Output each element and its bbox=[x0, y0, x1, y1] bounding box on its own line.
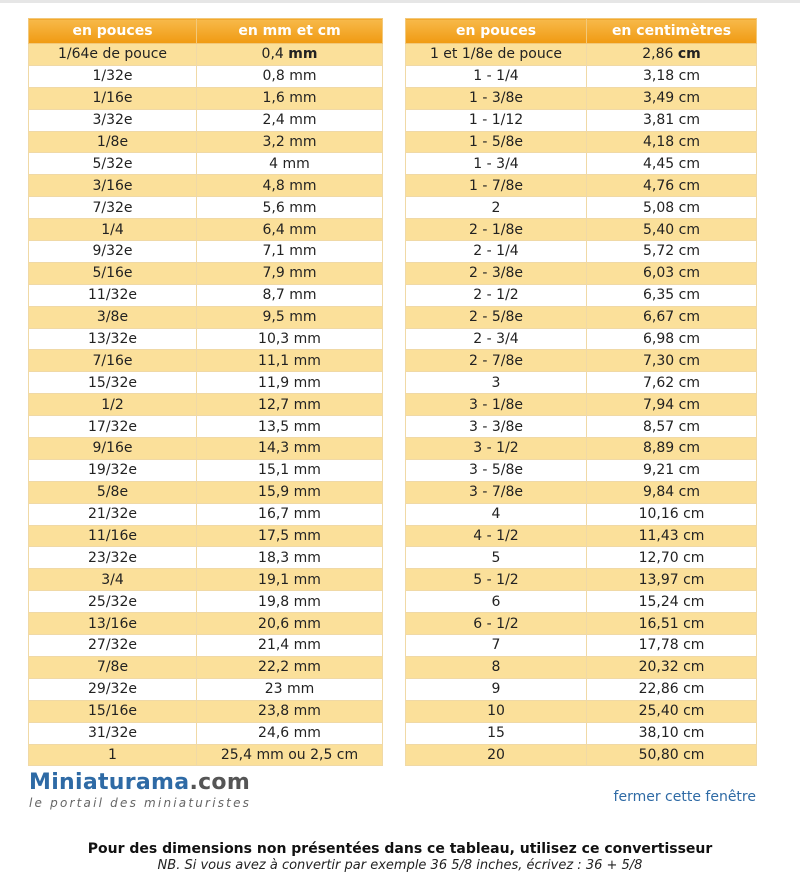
metric-value-cell: 23,8 mm bbox=[197, 700, 383, 722]
metric-value-cell: 3,18 cm bbox=[587, 65, 757, 87]
metric-value-cell: 25,4 mm ou 2,5 cm bbox=[197, 744, 383, 766]
table-row bbox=[29, 350, 383, 372]
table-row bbox=[406, 372, 757, 394]
inch-value-cell: 5 - 1/2 bbox=[406, 569, 587, 591]
table-row bbox=[29, 678, 383, 700]
metric-value-cell: 15,9 mm bbox=[197, 481, 383, 503]
header-inches: en pouces bbox=[29, 19, 197, 44]
metric-value-cell: 6,67 cm bbox=[587, 306, 757, 328]
inch-value-cell: 11/32e bbox=[29, 284, 197, 306]
table-row bbox=[29, 328, 383, 350]
metric-value-cell: 16,7 mm bbox=[197, 503, 383, 525]
inch-value-cell: 29/32e bbox=[29, 678, 197, 700]
inch-value-cell: 1 - 7/8e bbox=[406, 175, 587, 197]
inch-value-cell: 13/16e bbox=[29, 613, 197, 635]
metric-value-cell: 16,51 cm bbox=[587, 613, 757, 635]
inch-value-cell: 3 - 7/8e bbox=[406, 481, 587, 503]
inch-value-cell: 7/32e bbox=[29, 197, 197, 219]
table-row bbox=[29, 197, 383, 219]
table-row bbox=[29, 459, 383, 481]
inch-value-cell: 3 - 5/8e bbox=[406, 459, 587, 481]
table-row bbox=[29, 131, 383, 153]
table-row bbox=[406, 459, 757, 481]
inch-value-cell: 8 bbox=[406, 656, 587, 678]
metric-value-cell: 9,21 cm bbox=[587, 459, 757, 481]
brand-tagline: le portail des miniaturistes bbox=[29, 796, 252, 810]
table-row bbox=[406, 591, 757, 613]
inch-value-cell: 3 - 1/2 bbox=[406, 438, 587, 460]
inch-value-cell: 5 bbox=[406, 547, 587, 569]
header-centimeters: en centimètres bbox=[587, 19, 757, 44]
metric-value-cell: 25,40 cm bbox=[587, 700, 757, 722]
table-row bbox=[29, 656, 383, 678]
table-row bbox=[29, 175, 383, 197]
table-row bbox=[29, 219, 383, 241]
metric-value-cell: 9,5 mm bbox=[197, 306, 383, 328]
table-row bbox=[406, 656, 757, 678]
inch-value-cell: 20 bbox=[406, 744, 587, 766]
metric-value-cell: 6,4 mm bbox=[197, 219, 383, 241]
inch-mm-table bbox=[28, 18, 383, 766]
inch-value-cell: 3/8e bbox=[29, 306, 197, 328]
metric-value-cell: 18,3 mm bbox=[197, 547, 383, 569]
table-row bbox=[406, 438, 757, 460]
metric-value-cell: 6,03 cm bbox=[587, 262, 757, 284]
inch-value-cell: 15 bbox=[406, 722, 587, 744]
table-row bbox=[29, 153, 383, 175]
inch-value-cell: 4 - 1/2 bbox=[406, 525, 587, 547]
metric-value-cell: 19,1 mm bbox=[197, 569, 383, 591]
table-row bbox=[406, 284, 757, 306]
metric-value-cell: 7,9 mm bbox=[197, 262, 383, 284]
table-header-row bbox=[29, 19, 383, 44]
metric-value-cell: 4,76 cm bbox=[587, 175, 757, 197]
table-row bbox=[29, 44, 383, 66]
header-inches: en pouces bbox=[406, 19, 587, 44]
inch-value-cell: 3/32e bbox=[29, 109, 197, 131]
metric-value-cell: 3,81 cm bbox=[587, 109, 757, 131]
table-row bbox=[406, 241, 757, 263]
table-row bbox=[406, 306, 757, 328]
inch-value-cell: 15/16e bbox=[29, 700, 197, 722]
metric-value-cell: 12,70 cm bbox=[587, 547, 757, 569]
metric-value-cell: 4,45 cm bbox=[587, 153, 757, 175]
metric-value-cell: 14,3 mm bbox=[197, 438, 383, 460]
inch-value-cell: 1/2 bbox=[29, 394, 197, 416]
table-header-row bbox=[406, 19, 757, 44]
metric-value-cell: 9,84 cm bbox=[587, 481, 757, 503]
metric-value-cell: 5,72 cm bbox=[587, 241, 757, 263]
inch-value-cell: 3 - 3/8e bbox=[406, 416, 587, 438]
close-window-link[interactable]: fermer cette fenêtre bbox=[613, 789, 756, 805]
metric-value-cell: 4,18 cm bbox=[587, 131, 757, 153]
table-row bbox=[29, 503, 383, 525]
table-row bbox=[406, 481, 757, 503]
inch-value-cell: 1 - 1/4 bbox=[406, 65, 587, 87]
inch-value-cell: 1 - 3/8e bbox=[406, 87, 587, 109]
table-row bbox=[406, 416, 757, 438]
inch-value-cell: 10 bbox=[406, 700, 587, 722]
metric-value-cell: 4,8 mm bbox=[197, 175, 383, 197]
table-row bbox=[29, 284, 383, 306]
metric-value-cell: 50,80 cm bbox=[587, 744, 757, 766]
table-row bbox=[29, 481, 383, 503]
metric-number: 0,4 bbox=[261, 46, 284, 63]
inch-value-cell: 3 bbox=[406, 372, 587, 394]
metric-value-cell: 24,6 mm bbox=[197, 722, 383, 744]
inch-value-cell: 3 - 1/8e bbox=[406, 394, 587, 416]
inch-value-cell: 2 - 1/2 bbox=[406, 284, 587, 306]
inch-value-cell: 1 - 5/8e bbox=[406, 131, 587, 153]
inch-cm-table bbox=[405, 18, 757, 766]
metric-value-cell: 8,57 cm bbox=[587, 416, 757, 438]
metric-number: 2,86 bbox=[642, 46, 674, 63]
metric-value-cell: 22,2 mm bbox=[197, 656, 383, 678]
inch-value-cell: 11/16e bbox=[29, 525, 197, 547]
table-row bbox=[29, 525, 383, 547]
table-row bbox=[406, 131, 757, 153]
inch-value-cell: 4 bbox=[406, 503, 587, 525]
table-row bbox=[406, 262, 757, 284]
inch-value-cell: 7/16e bbox=[29, 350, 197, 372]
metric-unit: cm bbox=[677, 46, 701, 63]
metric-value-cell: 11,43 cm bbox=[587, 525, 757, 547]
table-row bbox=[29, 744, 383, 766]
metric-value-cell: 7,30 cm bbox=[587, 350, 757, 372]
metric-value-cell: 0,8 mm bbox=[197, 65, 383, 87]
metric-value-cell: 13,97 cm bbox=[587, 569, 757, 591]
metric-value-cell: 2,4 mm bbox=[197, 109, 383, 131]
inch-value-cell: 31/32e bbox=[29, 722, 197, 744]
metric-value-cell: 13,5 mm bbox=[197, 416, 383, 438]
table-row bbox=[406, 153, 757, 175]
table-row bbox=[406, 722, 757, 744]
metric-value-cell: 10,16 cm bbox=[587, 503, 757, 525]
table-row bbox=[406, 635, 757, 657]
table-row bbox=[29, 109, 383, 131]
footer-sub-text: NB. Si vous avez à convertir par exemple 36 5/8 inches, écrivez : 36 + 5/8 bbox=[157, 858, 643, 873]
metric-value-cell: 6,98 cm bbox=[587, 328, 757, 350]
inch-value-cell: 15/32e bbox=[29, 372, 197, 394]
metric-value-cell: 38,10 cm bbox=[587, 722, 757, 744]
table-row bbox=[406, 569, 757, 591]
inch-value-cell: 1/32e bbox=[29, 65, 197, 87]
table-row bbox=[29, 65, 383, 87]
table-row bbox=[406, 197, 757, 219]
table-row bbox=[406, 613, 757, 635]
top-border bbox=[0, 0, 800, 3]
metric-value-cell: 22,86 cm bbox=[587, 678, 757, 700]
inch-value-cell: 1 - 3/4 bbox=[406, 153, 587, 175]
table-row bbox=[29, 438, 383, 460]
inch-value-cell: 5/32e bbox=[29, 153, 197, 175]
table-row bbox=[29, 262, 383, 284]
inch-value-cell: 7 bbox=[406, 635, 587, 657]
table-row bbox=[29, 394, 383, 416]
metric-value-cell: 23 mm bbox=[197, 678, 383, 700]
table-row bbox=[406, 394, 757, 416]
inch-value-cell: 6 - 1/2 bbox=[406, 613, 587, 635]
metric-value-cell: 7,62 cm bbox=[587, 372, 757, 394]
metric-value-cell: 4 mm bbox=[197, 153, 383, 175]
metric-value-cell: 11,9 mm bbox=[197, 372, 383, 394]
inch-value-cell: 3/4 bbox=[29, 569, 197, 591]
footer-main-text: Pour des dimensions non présentées dans ce tableau, utilisez ce convertisseur bbox=[87, 841, 713, 857]
inch-value-cell: 1/8e bbox=[29, 131, 197, 153]
inch-value-cell: 9 bbox=[406, 678, 587, 700]
metric-value-cell: 15,24 cm bbox=[587, 591, 757, 613]
table-row bbox=[406, 503, 757, 525]
inch-value-cell: 2 - 3/4 bbox=[406, 328, 587, 350]
inch-value-cell: 2 bbox=[406, 197, 587, 219]
inch-value-cell: 13/32e bbox=[29, 328, 197, 350]
metric-value-cell: 19,8 mm bbox=[197, 591, 383, 613]
inch-value-cell: 1/4 bbox=[29, 219, 197, 241]
table-row bbox=[406, 219, 757, 241]
inch-value-cell: 9/16e bbox=[29, 438, 197, 460]
metric-value-cell: 5,08 cm bbox=[587, 197, 757, 219]
metric-value-cell: 8,89 cm bbox=[587, 438, 757, 460]
metric-value-cell: 12,7 mm bbox=[197, 394, 383, 416]
inch-value-cell: 2 - 1/4 bbox=[406, 241, 587, 263]
table-row bbox=[406, 350, 757, 372]
inch-value-cell: 2 - 3/8e bbox=[406, 262, 587, 284]
inch-value-cell: 3/16e bbox=[29, 175, 197, 197]
footer-note bbox=[0, 841, 800, 873]
metric-value-cell: 6,35 cm bbox=[587, 284, 757, 306]
metric-value-cell: 20,6 mm bbox=[197, 613, 383, 635]
table-row bbox=[29, 416, 383, 438]
table-row bbox=[29, 241, 383, 263]
inch-value-cell: 7/8e bbox=[29, 656, 197, 678]
metric-value-cell: 20,32 cm bbox=[587, 656, 757, 678]
brand-wordmark bbox=[29, 771, 251, 795]
metric-value-cell bbox=[587, 44, 757, 66]
inch-value-cell: 23/32e bbox=[29, 547, 197, 569]
metric-value-cell bbox=[197, 44, 383, 66]
table-row bbox=[29, 569, 383, 591]
table-row bbox=[406, 547, 757, 569]
metric-value-cell: 7,1 mm bbox=[197, 241, 383, 263]
metric-value-cell: 11,1 mm bbox=[197, 350, 383, 372]
metric-value-cell: 7,94 cm bbox=[587, 394, 757, 416]
metric-value-cell: 3,49 cm bbox=[587, 87, 757, 109]
table-row bbox=[29, 87, 383, 109]
inch-value-cell: 9/32e bbox=[29, 241, 197, 263]
inch-value-cell: 27/32e bbox=[29, 635, 197, 657]
table-row bbox=[406, 65, 757, 87]
table-row bbox=[406, 109, 757, 131]
inch-value-cell: 19/32e bbox=[29, 459, 197, 481]
metric-value-cell: 3,2 mm bbox=[197, 131, 383, 153]
metric-value-cell: 17,78 cm bbox=[587, 635, 757, 657]
metric-value-cell: 21,4 mm bbox=[197, 635, 383, 657]
inch-value-cell: 5/8e bbox=[29, 481, 197, 503]
table-row bbox=[406, 678, 757, 700]
metric-value-cell: 15,1 mm bbox=[197, 459, 383, 481]
metric-unit: mm bbox=[288, 46, 318, 63]
table-row bbox=[406, 175, 757, 197]
inch-value-cell: 1 - 1/12 bbox=[406, 109, 587, 131]
table-row bbox=[29, 613, 383, 635]
table-row bbox=[29, 722, 383, 744]
table-row bbox=[29, 635, 383, 657]
table-row bbox=[406, 525, 757, 547]
table-row bbox=[406, 328, 757, 350]
table-row bbox=[29, 547, 383, 569]
table-row bbox=[29, 700, 383, 722]
table-row bbox=[29, 591, 383, 613]
inch-value-cell: 1/64e de pouce bbox=[29, 44, 197, 66]
inch-value-cell: 21/32e bbox=[29, 503, 197, 525]
inch-value-cell: 2 - 7/8e bbox=[406, 350, 587, 372]
inch-value-cell: 5/16e bbox=[29, 262, 197, 284]
table-row bbox=[406, 44, 757, 66]
metric-value-cell: 5,40 cm bbox=[587, 219, 757, 241]
metric-value-cell: 5,6 mm bbox=[197, 197, 383, 219]
inch-value-cell: 2 - 5/8e bbox=[406, 306, 587, 328]
metric-value-cell: 8,7 mm bbox=[197, 284, 383, 306]
metric-value-cell: 1,6 mm bbox=[197, 87, 383, 109]
table-row bbox=[406, 87, 757, 109]
inch-value-cell: 17/32e bbox=[29, 416, 197, 438]
inch-value-cell: 25/32e bbox=[29, 591, 197, 613]
inch-value-cell: 1/16e bbox=[29, 87, 197, 109]
inch-value-cell: 2 - 1/8e bbox=[406, 219, 587, 241]
metric-value-cell: 10,3 mm bbox=[197, 328, 383, 350]
table-row bbox=[406, 744, 757, 766]
table-row bbox=[406, 700, 757, 722]
table-row bbox=[29, 306, 383, 328]
inch-value-cell: 1 et 1/8e de pouce bbox=[406, 44, 587, 66]
brand-domain: .com bbox=[189, 770, 251, 795]
brand-logo[interactable] bbox=[29, 771, 251, 810]
table-row bbox=[29, 372, 383, 394]
header-mm-cm: en mm et cm bbox=[197, 19, 383, 44]
metric-value-cell: 17,5 mm bbox=[197, 525, 383, 547]
brand-name: Miniaturama bbox=[29, 770, 190, 795]
inch-value-cell: 1 bbox=[29, 744, 197, 766]
inch-value-cell: 6 bbox=[406, 591, 587, 613]
